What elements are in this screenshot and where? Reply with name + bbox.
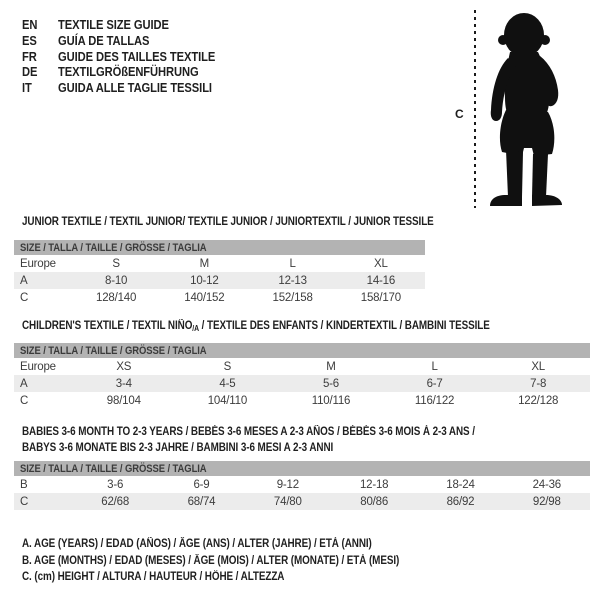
table-header-text: SIZE / TALLA / TAILLE / GRÖSSE / TAGLIA <box>20 241 207 254</box>
table-row <box>14 255 425 272</box>
lang-code-text: ES <box>22 32 37 48</box>
cell: XS <box>116 360 132 373</box>
footnote-b: B. AGE (MONTHS) / EDAD (MESES) / ÂGE (MOIS) / ALTER (MONATE) / ETÀ (MESI) <box>22 554 400 567</box>
section-heading-junior <box>22 216 501 229</box>
cell: 24-36 <box>532 478 562 491</box>
lang-code-text: DE <box>22 64 38 80</box>
cell: 98/104 <box>106 394 141 407</box>
lang-title: TEXTILE SIZE GUIDE <box>58 17 169 32</box>
cell: 5-6 <box>322 377 339 390</box>
cell: 116/122 <box>414 394 455 407</box>
lang-title: TEXTILGRÖßENFÜHRUNG <box>58 64 199 80</box>
heading-pre: CHILDREN'S TEXTILE / TEXTIL NIÑO <box>22 320 193 332</box>
size-table-children <box>14 343 590 409</box>
cell: 7-8 <box>530 377 547 390</box>
table-row <box>14 289 425 306</box>
lang-row-it <box>22 80 241 96</box>
language-guide <box>22 17 241 96</box>
cell: M <box>199 257 210 270</box>
footnote-c: C. (cm) HEIGHT / ALTURA / HAUTEUR / HÖHE / ALTEZZA <box>22 571 285 584</box>
row-label: Europe <box>20 360 56 373</box>
lang-code <box>22 33 58 49</box>
table-row <box>14 392 590 409</box>
cell: 62/68 <box>101 495 130 508</box>
table-header-bar <box>14 343 590 358</box>
height-dotted-line <box>474 10 476 208</box>
cell: 104/110 <box>207 394 248 407</box>
cell: S <box>112 257 120 270</box>
lang-title: GUIDE DES TAILLES TEXTILE <box>58 48 216 64</box>
cell: XL <box>531 360 545 373</box>
table-header-bar <box>14 461 590 476</box>
cell: 122/128 <box>518 394 559 407</box>
baby-silhouette-icon <box>478 10 578 210</box>
cell: 18-24 <box>446 478 475 491</box>
cell: 10-12 <box>190 274 219 287</box>
cell: 86/92 <box>446 495 475 508</box>
cell: 12-13 <box>278 274 307 287</box>
cell: 9-12 <box>276 478 299 491</box>
table-row <box>14 375 590 392</box>
table-header-text: SIZE / TALLA / TAILLE / GRÖSSE / TAGLIA <box>20 344 207 357</box>
cell: S <box>223 360 232 373</box>
lang-code <box>22 64 58 80</box>
cell: 3-6 <box>107 478 124 491</box>
cell: M <box>326 360 336 373</box>
table-row <box>14 493 590 510</box>
cell: 3-4 <box>115 377 132 390</box>
row-label: A <box>20 274 28 287</box>
row-label: B <box>20 478 28 491</box>
heading-post: / TEXTILE DES ENFANTS / KINDERTEXTIL / BAMBINI TESSILE <box>199 320 490 332</box>
table-row <box>14 476 590 493</box>
row-label: C <box>20 291 29 304</box>
lang-code <box>22 17 58 33</box>
cell: L <box>289 257 296 270</box>
cell: 80/86 <box>360 495 389 508</box>
cell: 74/80 <box>273 495 302 508</box>
size-table-babies <box>14 461 590 510</box>
table-header-text: SIZE / TALLA / TAILLE / GRÖSSE / TAGLIA <box>20 462 207 475</box>
lang-row-en <box>22 17 241 33</box>
footnotes <box>22 536 461 586</box>
section-heading-babies-line1: BABIES 3-6 MONTH TO 2-3 YEARS / BEBÉS 3-6 MESES A 2-3 AÑOS / BÉBÉS 3-6 MOIS À 2-3 ANS / <box>22 426 475 438</box>
cell: 6-7 <box>426 377 443 390</box>
table-row <box>14 358 590 375</box>
cell: 92/98 <box>532 495 561 508</box>
height-measure-label: C <box>455 107 464 121</box>
row-label: A <box>20 377 28 390</box>
cell: 152/158 <box>272 291 313 304</box>
cell: 12-18 <box>359 478 389 491</box>
section-heading-junior-text: JUNIOR TEXTILE / TEXTIL JUNIOR/ TEXTILE JUNIOR / JUNIORTEXTIL / JUNIOR TESSILE <box>22 216 434 228</box>
cell: 68/74 <box>187 495 216 508</box>
row-label: C <box>20 495 29 508</box>
cell: 128/140 <box>96 291 137 304</box>
cell: 8-10 <box>105 274 128 287</box>
footnote-a: A. AGE (YEARS) / EDAD (AÑOS) / ÂGE (ANS) / ALTER (JAHRE) / ETÀ (ANNI) <box>22 538 372 550</box>
heading-subscript: /A <box>192 324 200 333</box>
lang-code-text: EN <box>22 17 38 32</box>
size-table-junior <box>14 240 425 306</box>
section-heading-babies <box>22 424 549 456</box>
table-row <box>14 272 425 289</box>
cell: 110/116 <box>311 394 351 407</box>
lang-row-de <box>22 64 241 80</box>
cell: 158/170 <box>360 291 401 304</box>
lang-code <box>22 49 58 65</box>
cell: 14-16 <box>366 274 396 287</box>
cell: 140/152 <box>184 291 225 304</box>
cell: L <box>431 360 438 373</box>
table-header-bar <box>14 240 425 255</box>
section-heading-children <box>22 320 566 335</box>
lang-code-text: IT <box>22 80 32 96</box>
lang-row-fr <box>22 49 241 65</box>
section-heading-babies-line2: BABYS 3-6 MONATE BIS 2-3 JAHRE / BAMBINI 3-6 MESI A 2-3 ANNI <box>22 442 334 454</box>
lang-code <box>22 80 58 96</box>
row-label: Europe <box>20 257 56 270</box>
cell: 4-5 <box>219 377 236 390</box>
row-label: C <box>20 394 29 407</box>
lang-row-es <box>22 33 241 49</box>
lang-code-text: FR <box>22 48 37 64</box>
cell: 6-9 <box>193 478 210 491</box>
lang-title: GUIDA ALLE TAGLIE TESSILI <box>58 80 212 96</box>
cell: XL <box>374 257 388 270</box>
lang-title: GUÍA DE TALLAS <box>58 32 150 48</box>
section-heading-children-text <box>22 320 490 335</box>
